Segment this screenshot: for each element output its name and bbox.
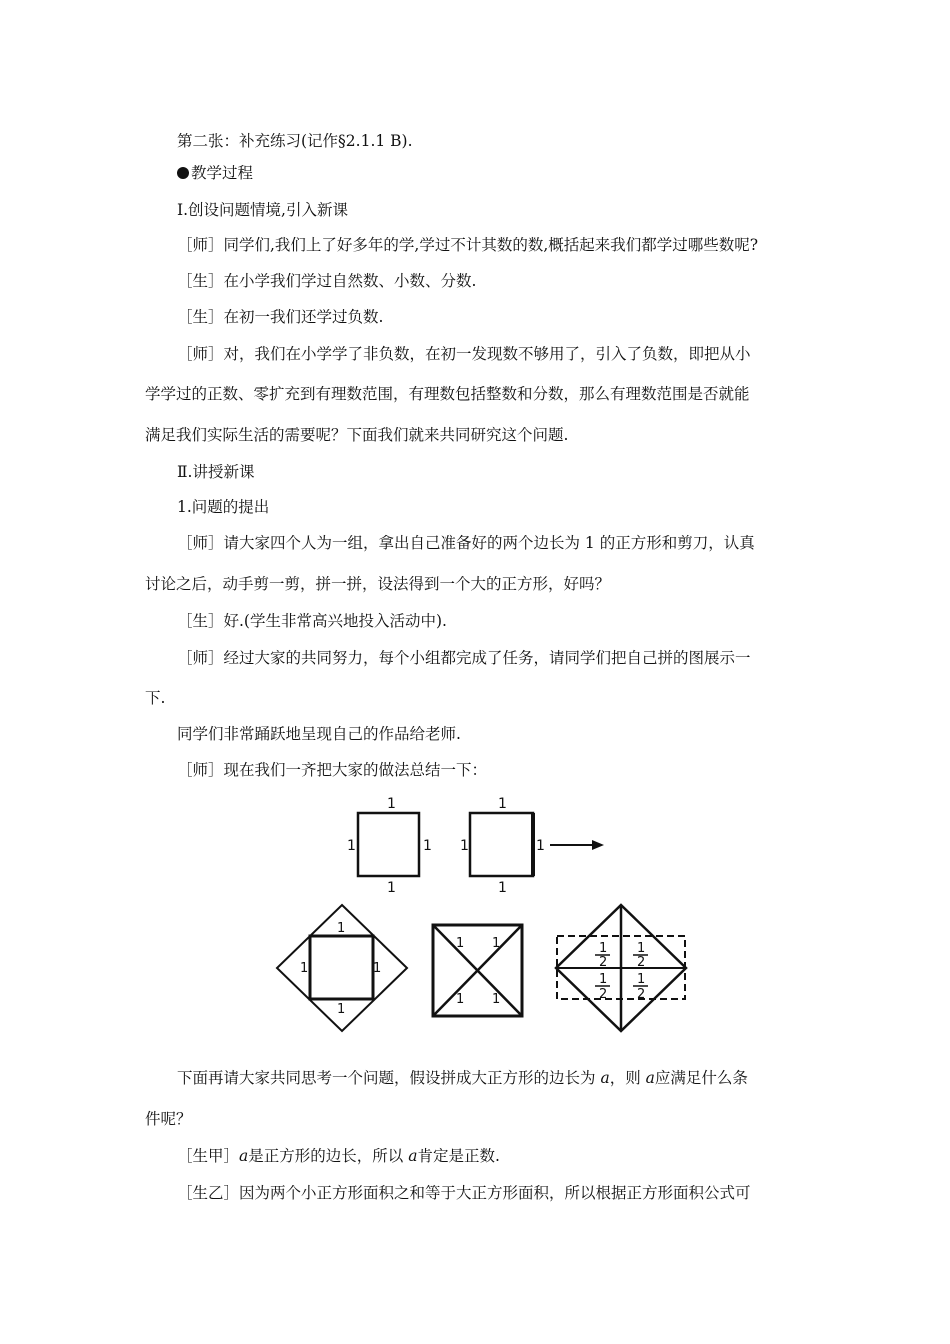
subsection-heading: Ⅱ.讲授新课	[177, 463, 255, 481]
side-label: 1	[300, 961, 309, 976]
text-span: 是正方形的边长，所以	[248, 1147, 409, 1165]
text-line: 第二张：补充练习(记作§2.1.1 B).	[177, 132, 413, 150]
text-line	[177, 1068, 748, 1088]
text-line: ［师］对，我们在小学学了非负数，在初一发现数不够用了，引入了负数，即把从小	[177, 345, 751, 363]
side-label: 1	[536, 838, 545, 854]
text-span: ［生甲］	[177, 1147, 240, 1165]
variable-a: a	[645, 1069, 655, 1087]
text-line: ［师］现在我们一齐把大家的做法总结一下：	[177, 761, 488, 779]
side-label: 1	[492, 992, 501, 1007]
fraction-denominator: 2	[599, 987, 608, 1002]
heading-text: 教学过程	[191, 164, 254, 182]
side-label: 1	[456, 992, 465, 1007]
side-label: 1	[337, 921, 346, 936]
text-line: 满足我们实际生活的需要呢？下面我们就来共同研究这个问题.	[145, 426, 569, 444]
unit-square-right	[470, 813, 533, 876]
side-label: 1	[460, 838, 469, 854]
side-label: 1	[387, 796, 396, 812]
subsection-heading: 1.问题的提出	[177, 498, 270, 516]
subsection-heading: Ⅰ.创设问题情境,引入新课	[177, 201, 348, 219]
arrow-right-icon	[592, 840, 604, 850]
text-line: ［生］好.(学生非常高兴地投入活动中).	[177, 612, 447, 630]
text-span: 下面再请大家共同思考一个问题，假设拼成大正方形的边长为	[177, 1069, 601, 1087]
text-line: 下.	[145, 689, 166, 707]
variable-a: a	[600, 1069, 610, 1087]
side-label: 1	[373, 961, 382, 976]
text-span: ，则	[609, 1069, 646, 1087]
inner-square	[310, 936, 373, 999]
text-span: 应满足什么条	[654, 1069, 748, 1087]
fraction-denominator: 2	[637, 987, 646, 1002]
text-line: 学学过的正数、零扩充到有理数范围，有理数包括整数和分数，那么有理数范围是否就能	[145, 385, 750, 403]
text-line: 件呢？	[145, 1110, 192, 1128]
fraction-numerator: 1	[637, 941, 646, 956]
text-line: ［师］同学们,我们上了好多年的学,学过不计其数的数,概括起来我们都学过哪些数呢?	[177, 236, 759, 254]
text-line: 同学们非常踊跃地呈现自己的作品给老师.	[177, 725, 461, 743]
fraction-denominator: 2	[599, 955, 608, 970]
text-line: ［生］在初一我们还学过负数.	[177, 308, 384, 326]
fraction-numerator: 1	[599, 941, 608, 956]
fraction-numerator: 1	[599, 972, 608, 987]
fraction-denominator: 2	[637, 955, 646, 970]
text-line: ［生］在小学我们学过自然数、小数、分数.	[177, 272, 477, 290]
unit-square-left	[358, 813, 419, 876]
side-label: 1	[387, 880, 396, 896]
text-line: ［师］经过大家的共同努力，每个小组都完成了任务，请同学们把自己拼的图展示一	[177, 649, 751, 667]
side-label: 1	[498, 880, 507, 896]
variable-a: a	[239, 1147, 249, 1165]
text-line	[177, 1146, 500, 1166]
text-line: ［师］请大家四个人为一组，拿出自己准备好的两个边长为 1 的正方形和剪刀，认真	[177, 534, 755, 552]
side-label: 1	[498, 796, 507, 812]
side-label: 1	[456, 936, 465, 951]
text-line: ［生乙］因为两个小正方形面积之和等于大正方形面积，所以根据正方形面积公式可	[177, 1184, 751, 1202]
side-label: 1	[492, 936, 501, 951]
text-line: 讨论之后，动手剪一剪，拼一拼，设法得到一个大的正方形，好吗？	[145, 575, 611, 593]
side-label: 1	[423, 838, 432, 854]
side-label: 1	[347, 838, 356, 854]
side-label: 1	[337, 1002, 346, 1017]
text-span: 肯定是正数.	[417, 1147, 500, 1165]
variable-a: a	[408, 1147, 418, 1165]
fraction-numerator: 1	[637, 972, 646, 987]
